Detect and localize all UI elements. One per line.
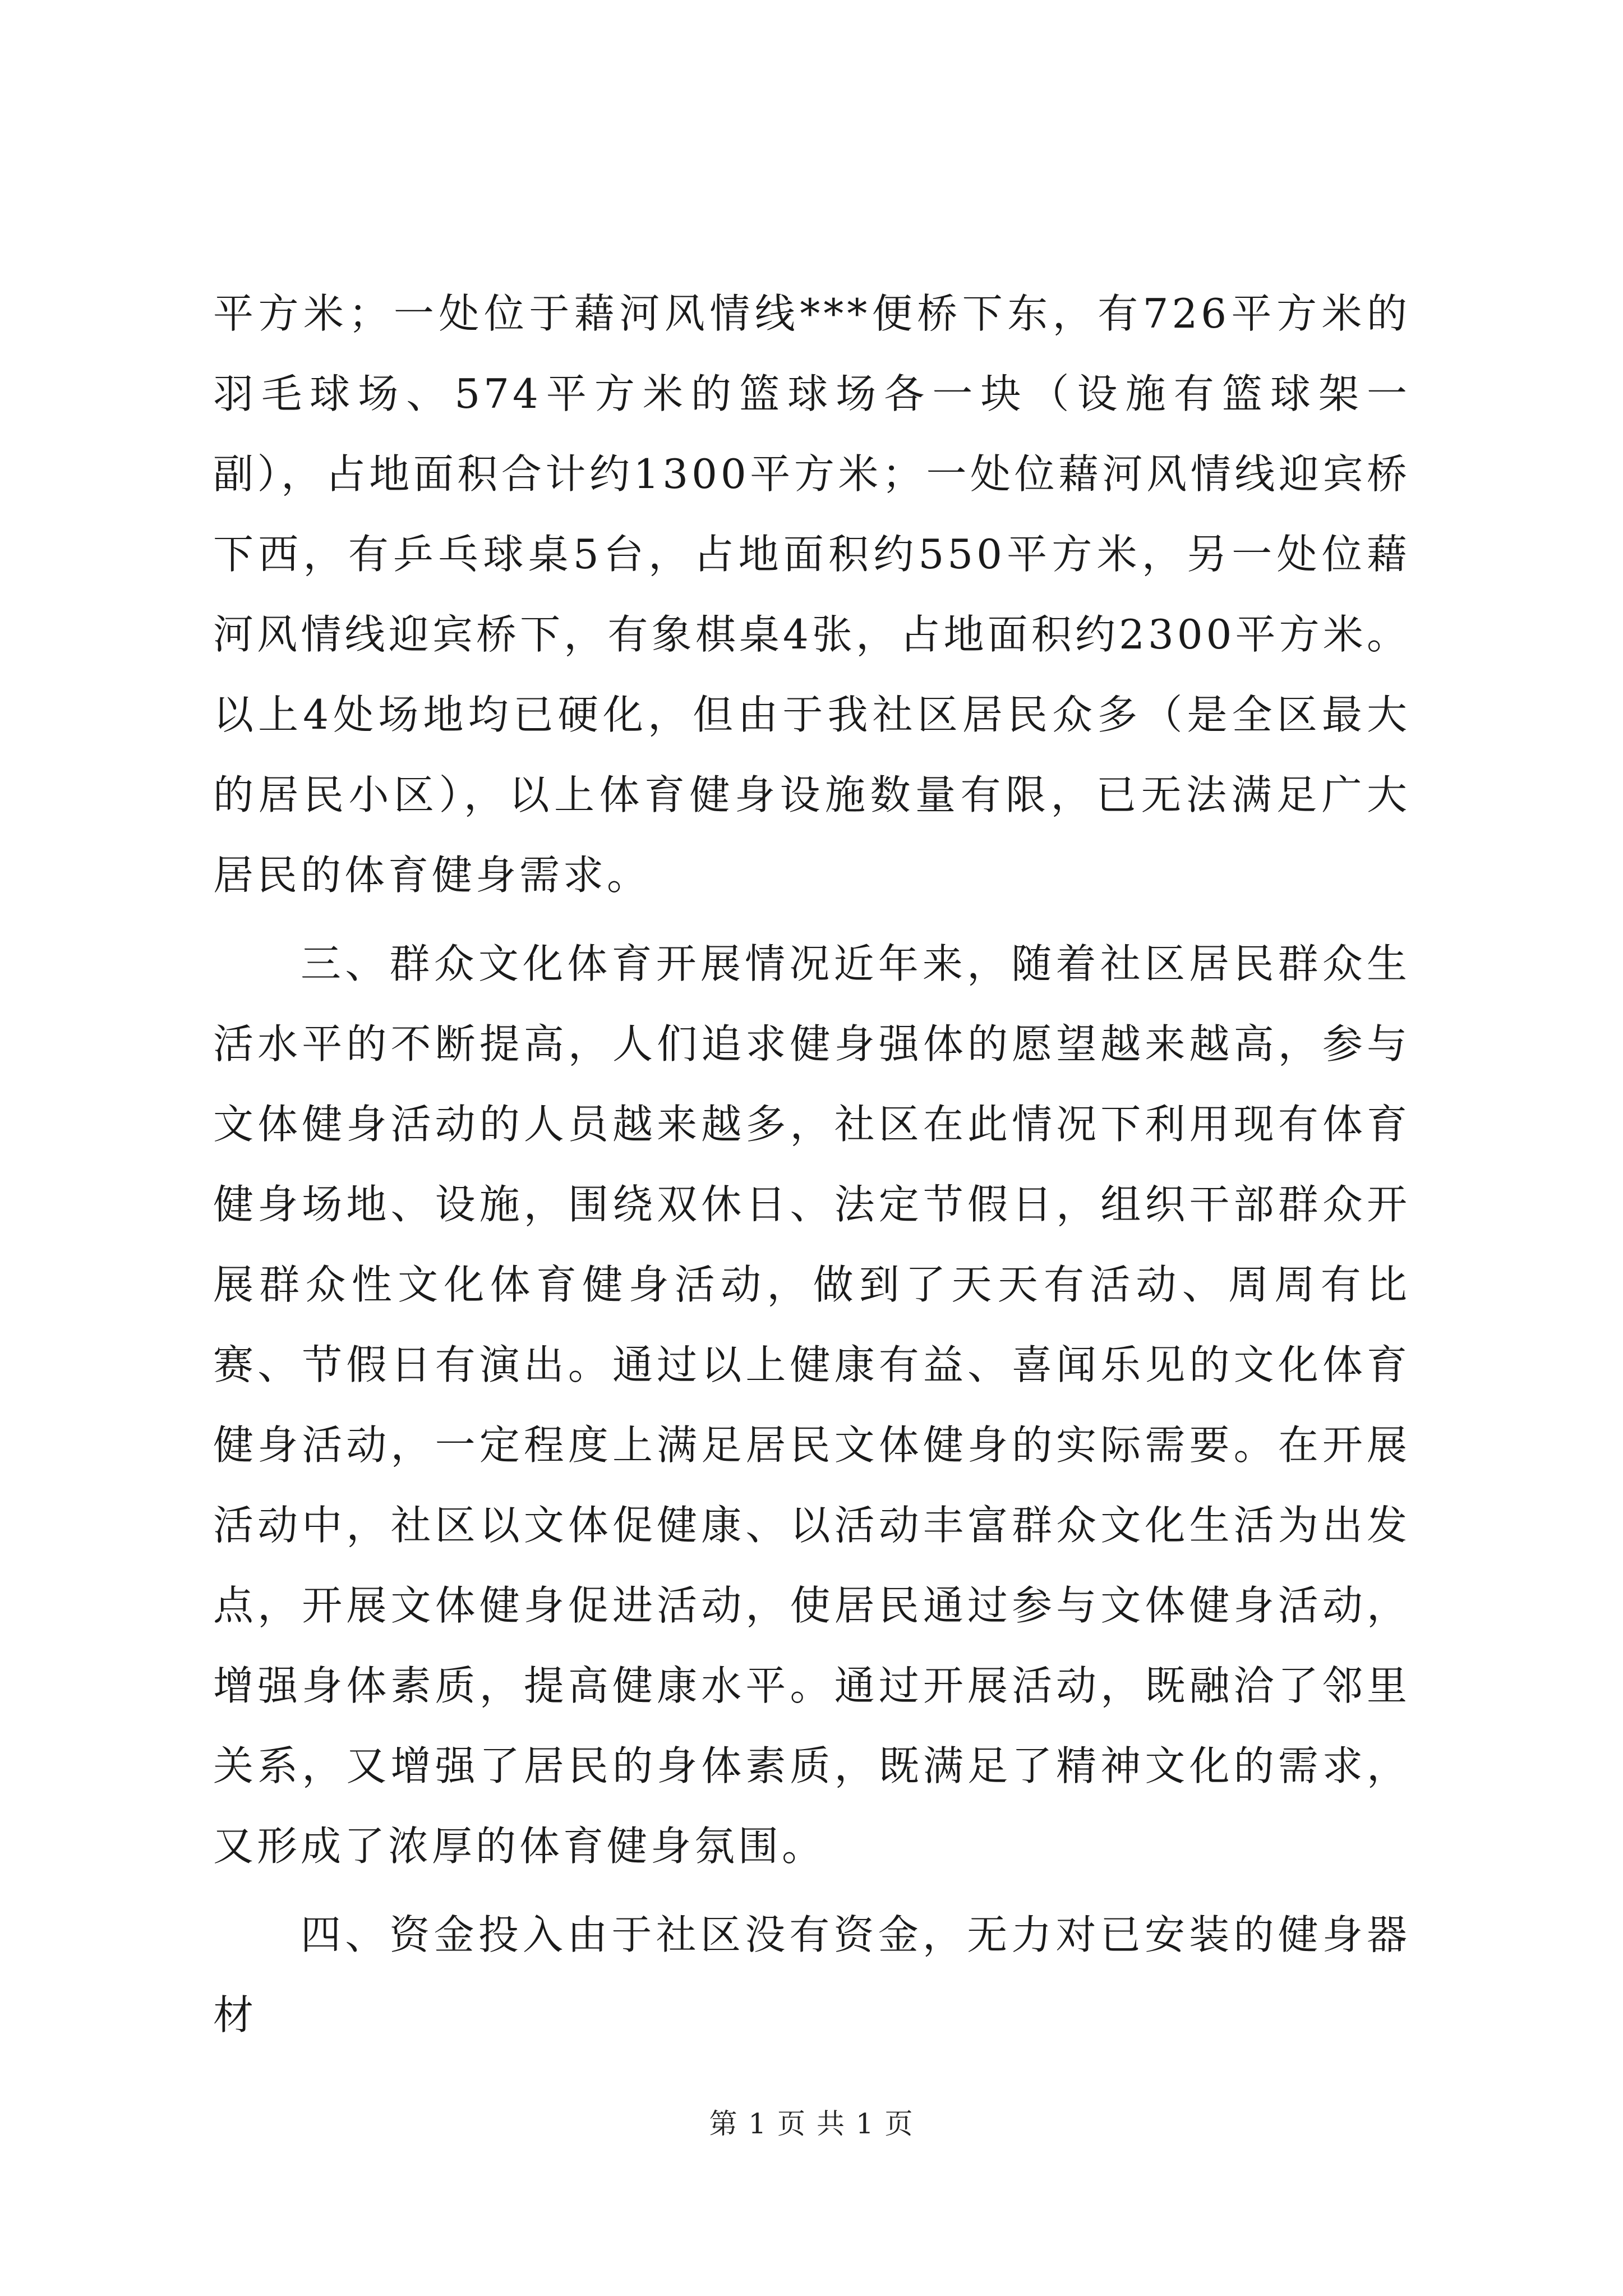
document-body [213, 274, 1410, 2055]
paragraph-facilities: 平方米；一处位于藉河风情线***便桥下东，有726平方米的羽毛球场、574平方米的篮球场各一块（设施有篮球架一副），占地面积合计约1300平方米；一处位藉河风情线迎宾桥下西，有乒乓球桌5台，占地面积约550平方米，另一处位藉河风情线迎宾桥下，有象棋桌4张，占地面积约2300平方米。以上4处场地均已硬化，但由于我社区居民众多（是全区最大的居民小区），以上体育健身设施数量有限，已无法满足广大居民的体育健身需求。 [213, 290, 1410, 899]
paragraph-section-4: 四、资金投入由于社区没有资金，无力对已安装的健身器材 [213, 1911, 1410, 2039]
paragraph-section-3: 三、群众文化体育开展情况近年来，随着社区居民群众生活水平的不断提高，人们追求健身强体的愿望越来越高，参与文体健身活动的人员越来越多，社区在此情况下利用现有体育健身场地、设施，围绕双休日、法定节假日，组织干部群众开展群众性文化体育健身活动，做到了天天有活动、周周有比赛、节假日有演出。通过以上健康有益、喜闻乐见的文化体育健身活动，一定程度上满足居民文体健身的实际需要。在开展活动中，社区以文体促健康、以活动丰富群众文化生活为出发点，开展文体健身促进活动，使居民通过参与文体健身活动，增强身体素质，提高健康水平。通过开展活动，既融洽了邻里关系，又增强了居民的身体素质，既满足了精神文化的需求，又形成了浓厚的体育健身氛围。 [213, 940, 1410, 1870]
page-footer: 第 1 页 共 1 页 [709, 2108, 914, 2140]
